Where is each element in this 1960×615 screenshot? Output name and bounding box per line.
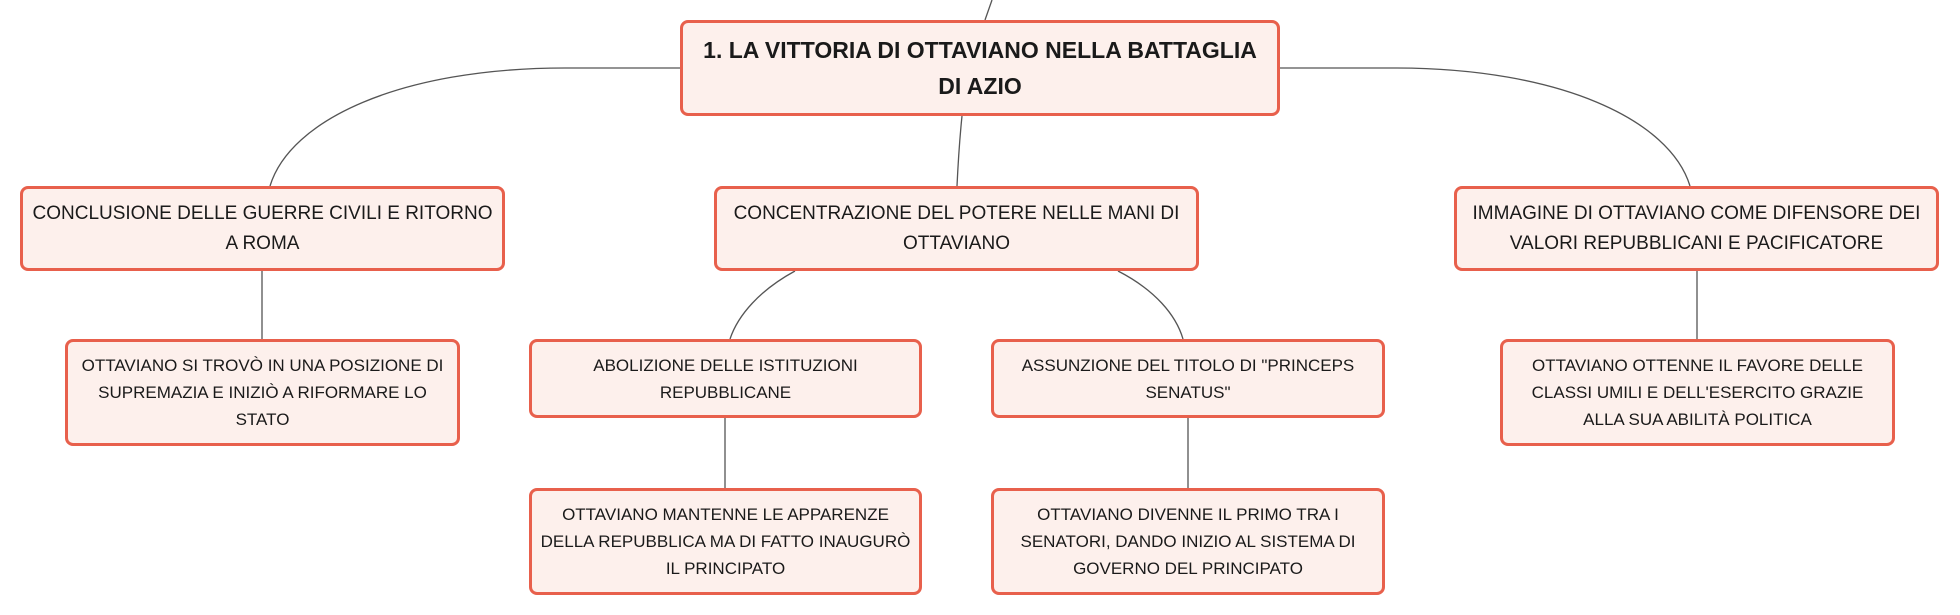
root-topic-title: 1. LA VITTORIA DI OTTAVIANO NELLA BATTAGLIA DI AZIO: [703, 37, 1257, 99]
subtopic-node-apparenze[interactable]: [529, 488, 922, 595]
subtopic-label: OTTAVIANO DIVENNE IL PRIMO TRA I SENATORI, DANDO INIZIO AL SISTEMA DI GOVERNO DEL PRINCIPATO: [1020, 505, 1356, 578]
connector-root-concentrazione: [957, 116, 962, 186]
connector-incoming-root: [985, 0, 992, 20]
topic-node-conclusione[interactable]: [20, 186, 505, 271]
subtopic-node-supremazia[interactable]: [65, 339, 460, 446]
root-topic-node[interactable]: [680, 20, 1280, 116]
subtopic-label: OTTAVIANO OTTENNE IL FAVORE DELLE CLASSI UMILI E DELL'ESERCITO GRAZIE ALLA SUA ABILITÀ POLITICA: [1531, 356, 1864, 429]
subtopic-label: OTTAVIANO MANTENNE LE APPARENZE DELLA REPUBBLICA MA DI FATTO INAUGURÒ IL PRINCIPATO: [540, 505, 911, 578]
topic-label: IMMAGINE DI OTTAVIANO COME DIFENSORE DEI VALORI REPUBBLICANI E PACIFICATORE: [1472, 202, 1921, 254]
topic-label: CONCLUSIONE DELLE GUERRE CIVILI E RITORNO A ROMA: [32, 202, 493, 254]
subtopic-node-primo-senatore[interactable]: [991, 488, 1385, 595]
topic-node-concentrazione[interactable]: [714, 186, 1199, 271]
topic-label: CONCENTRAZIONE DEL POTERE NELLE MANI DI OTTAVIANO: [733, 202, 1180, 254]
subtopic-label: ABOLIZIONE DELLE ISTITUZIONI REPUBBLICANE: [593, 355, 858, 402]
subtopic-node-abolizione[interactable]: [529, 339, 922, 418]
connector-concentrazione-abolizione: [730, 271, 795, 339]
subtopic-label: OTTAVIANO SI TROVÒ IN UNA POSIZIONE DI SUPREMAZIA E INIZIÒ A RIFORMARE LO STATO: [81, 356, 444, 429]
connector-concentrazione-assunzione: [1118, 271, 1183, 339]
subtopic-label: ASSUNZIONE DEL TITOLO DI "PRINCEPS SENATUS": [1021, 355, 1355, 402]
subtopic-node-favore[interactable]: [1500, 339, 1895, 446]
connector-root-conclusione: [270, 68, 680, 186]
connector-root-immagine: [1280, 68, 1690, 186]
topic-node-immagine[interactable]: [1454, 186, 1939, 271]
subtopic-node-assunzione[interactable]: [991, 339, 1385, 418]
